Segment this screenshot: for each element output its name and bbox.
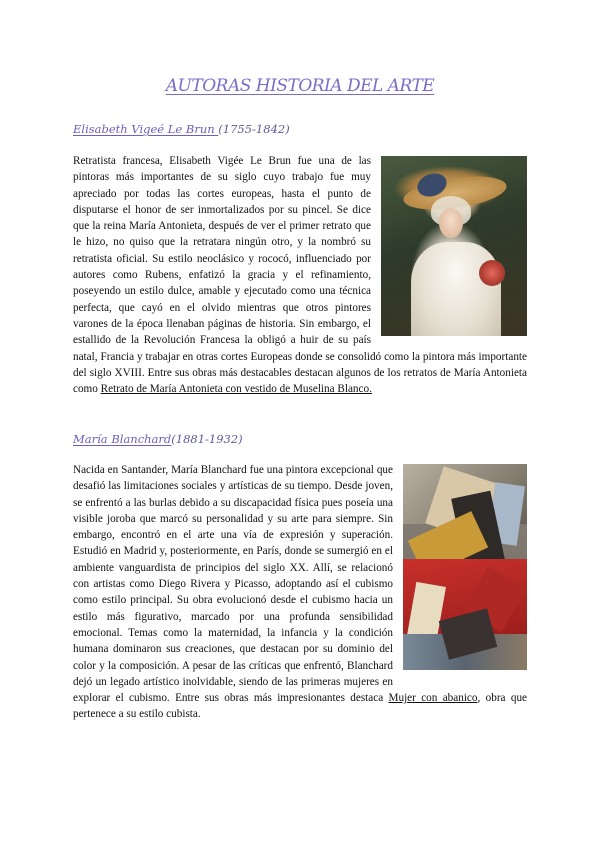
artist-dates: (1755-1842) (218, 122, 290, 136)
paragraph-text-after: , obra que pertenece a su estilo cubista. (73, 692, 528, 721)
section-heading-blanchard (73, 432, 243, 446)
artist-dates: (1881-1932) (171, 432, 243, 446)
artist-name: María Blanchard (73, 432, 172, 446)
paragraph-text: Retratista francesa, Elisabeth Vigée Le Brun fue una de las pintoras más importantes de su siglo cuyo trabajo fue muy apreciado por todas las cortes europeas, hasta el punto de disputarse el honor de ser inmortalizados por su pincel. Se dice que la reina María Antonieta, después de ver el primer retrato que le hizo, no quiso que la retratara ningún otro, y la nombró su retratista oficial. Su estilo neoclásico y rococó, influenciado por autores como Rubens, enfatizó la gracia y el refinamiento, poseyendo un estilo dulce, amable y ejecutado como una técnica perfecta, que cayó en el olvido mientras que otros pintores varones de la época llenaban páginas de historia. Sin embargo, el estallido de la Revolución Francesa la obligó a huir de su país natal, Francia y trabajar en otras cortes Europeas donde se consolidó como la pintora más importante del siglo XVIII. Entre sus obras más destacables destacan algunos de los retratos de María Antonieta como (73, 155, 527, 396)
section-body-blanchard (73, 462, 527, 723)
paragraph-text: Nacida en Santander, María Blanchard fue una pintora excepcional que desafió las limitaciones sociales y artísticas de su tiempo. Desde joven, se enfrentó a las burlas debido a su discapacidad física pues poseía una visible joroba que marcó su personalidad y su arte para siempre. Sin embargo, encontró en el arte una vía de expresión y superación. Estudió en Madrid y, posteriormente, en París, donde se sumergió en el ambiente vanguardista de principios del siglo XX. Allí, se relacionó con artistas como Diego Rivera y Picasso, adoptando así el cubismo como estilo principal. Su obra evolucionó desde el cubismo hacia un estilo más figurativo, marcado por una profunda sensibilidad emocional. Temas como la maternidad, la infancia y la condición humana dominaron sus creaciones, que destacan por su dominio del color y la composición. A pesar de las críticas que enfrentó, Blanchard dejó un legado artístico inolvidable, siendo de las primeras mujeres en explorar el cubismo. Entre sus obras más impresionantes destaca (73, 464, 393, 705)
document-title: AUTORAS HISTORIA DEL ARTE (165, 76, 435, 96)
section-body-vigee-le-brun (73, 153, 527, 397)
artwork-link-marie-antoinette[interactable]: Retrato de María Antonieta con vestido de Muselina Blanco. (100, 383, 372, 396)
section-heading-vigee-le-brun (73, 122, 290, 136)
vigee-le-brun-portrait-painting (381, 156, 527, 336)
artwork-link-mujer-con-abanico[interactable]: Mujer con abanico (388, 692, 478, 705)
artist-name: Elisabeth Vigeé Le Brun (73, 122, 219, 136)
mujer-con-abanico-painting (403, 464, 527, 670)
